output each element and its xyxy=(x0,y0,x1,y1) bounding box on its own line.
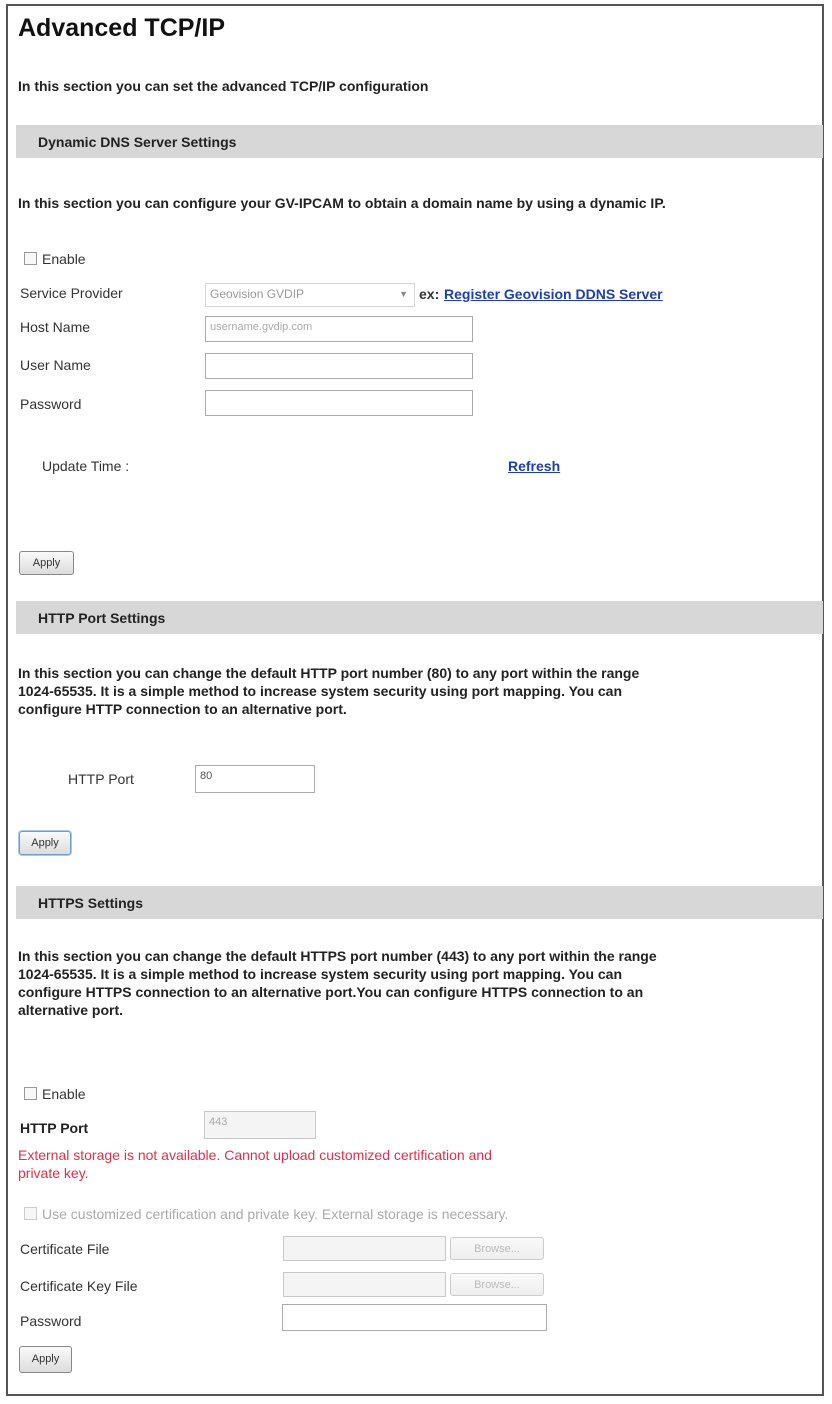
http-description-line: 1024-65535. It is a simple method to increase system security using port mapping. You can xyxy=(18,683,623,699)
http-description-line: configure HTTP connection to an alternative port. xyxy=(18,701,347,717)
service-provider-value: Geovision GVDIP xyxy=(210,287,305,301)
user-name-label: User Name xyxy=(20,357,91,373)
custom-cert-checkbox[interactable] xyxy=(24,1207,37,1220)
https-description xyxy=(18,947,818,1019)
refresh-link[interactable]: Refresh xyxy=(508,458,561,474)
service-provider-select[interactable] xyxy=(205,283,415,307)
http-port-label: HTTP Port xyxy=(68,771,134,787)
http-port-input[interactable] xyxy=(195,765,315,793)
https-port-label: HTTP Port xyxy=(20,1120,89,1136)
https-password-input[interactable] xyxy=(282,1304,547,1331)
certificate-file-browse-button[interactable]: Browse... xyxy=(450,1237,544,1260)
ddns-password-input[interactable] xyxy=(205,390,473,416)
https-description-line: configure HTTPS connection to an alternative port.You can configure HTTPS connection to an xyxy=(18,984,644,1000)
user-name-input[interactable] xyxy=(205,353,473,379)
custom-cert-label: Use customized certification and private key. External storage is necessary. xyxy=(42,1206,509,1222)
https-port-value: 443 xyxy=(209,1116,228,1128)
certificate-key-file-input[interactable] xyxy=(283,1272,446,1297)
https-section-header xyxy=(16,886,823,919)
storage-warning xyxy=(18,1146,492,1182)
ddns-section-header xyxy=(16,125,823,158)
storage-warning-line: External storage is not available. Cannot upload customized certification and xyxy=(18,1147,492,1163)
https-apply-button[interactable]: Apply xyxy=(19,1346,72,1373)
update-time-label: Update Time : xyxy=(42,458,130,474)
ddns-description: In this section you can configure your GV-IPCAM to obtain a domain name by using a dynamic IP. xyxy=(18,195,666,211)
host-name-label: Host Name xyxy=(20,319,91,335)
http-section-header xyxy=(16,601,823,634)
storage-warning-line: private key. xyxy=(18,1165,89,1181)
http-section-title: HTTP Port Settings xyxy=(38,610,166,626)
service-provider-label: Service Provider xyxy=(20,285,123,301)
https-description-line: alternative port. xyxy=(18,1002,124,1018)
http-description-line: In this section you can change the default HTTP port number (80) to any port within the range xyxy=(18,665,640,681)
ddns-section-title: Dynamic DNS Server Settings xyxy=(38,134,237,150)
ddns-enable-label: Enable xyxy=(42,251,86,267)
certificate-file-input[interactable] xyxy=(283,1236,446,1261)
http-port-value: 80 xyxy=(200,770,213,782)
http-description xyxy=(18,664,818,718)
https-description-line: In this section you can change the default HTTPS port number (443) to any port within the range xyxy=(18,948,657,964)
https-password-label: Password xyxy=(20,1313,82,1329)
https-enable-checkbox[interactable] xyxy=(24,1087,37,1100)
host-name-input[interactable] xyxy=(205,316,473,342)
chevron-down-icon: ▼ xyxy=(399,289,408,299)
ddns-apply-button[interactable]: Apply xyxy=(19,551,74,575)
https-port-input[interactable] xyxy=(204,1111,316,1139)
example-prefix: ex: xyxy=(419,286,440,302)
page-title: Advanced TCP/IP xyxy=(18,14,225,42)
ddns-password-label: Password xyxy=(20,396,82,412)
certificate-key-file-browse-button[interactable]: Browse... xyxy=(450,1273,544,1296)
certificate-file-label: Certificate File xyxy=(20,1241,110,1257)
certificate-key-file-label: Certificate Key File xyxy=(20,1278,138,1294)
page-intro: In this section you can set the advanced TCP/IP configuration xyxy=(18,78,429,94)
https-enable-label: Enable xyxy=(42,1086,86,1102)
host-name-placeholder: username.gvdip.com xyxy=(210,321,313,333)
https-section-title: HTTPS Settings xyxy=(38,895,144,911)
http-apply-button[interactable]: Apply xyxy=(19,831,71,855)
https-description-line: 1024-65535. It is a simple method to increase system security using port mapping. You can xyxy=(18,966,623,982)
ddns-enable-checkbox[interactable] xyxy=(24,252,37,265)
register-ddns-link[interactable]: Register Geovision DDNS Server xyxy=(444,286,663,302)
